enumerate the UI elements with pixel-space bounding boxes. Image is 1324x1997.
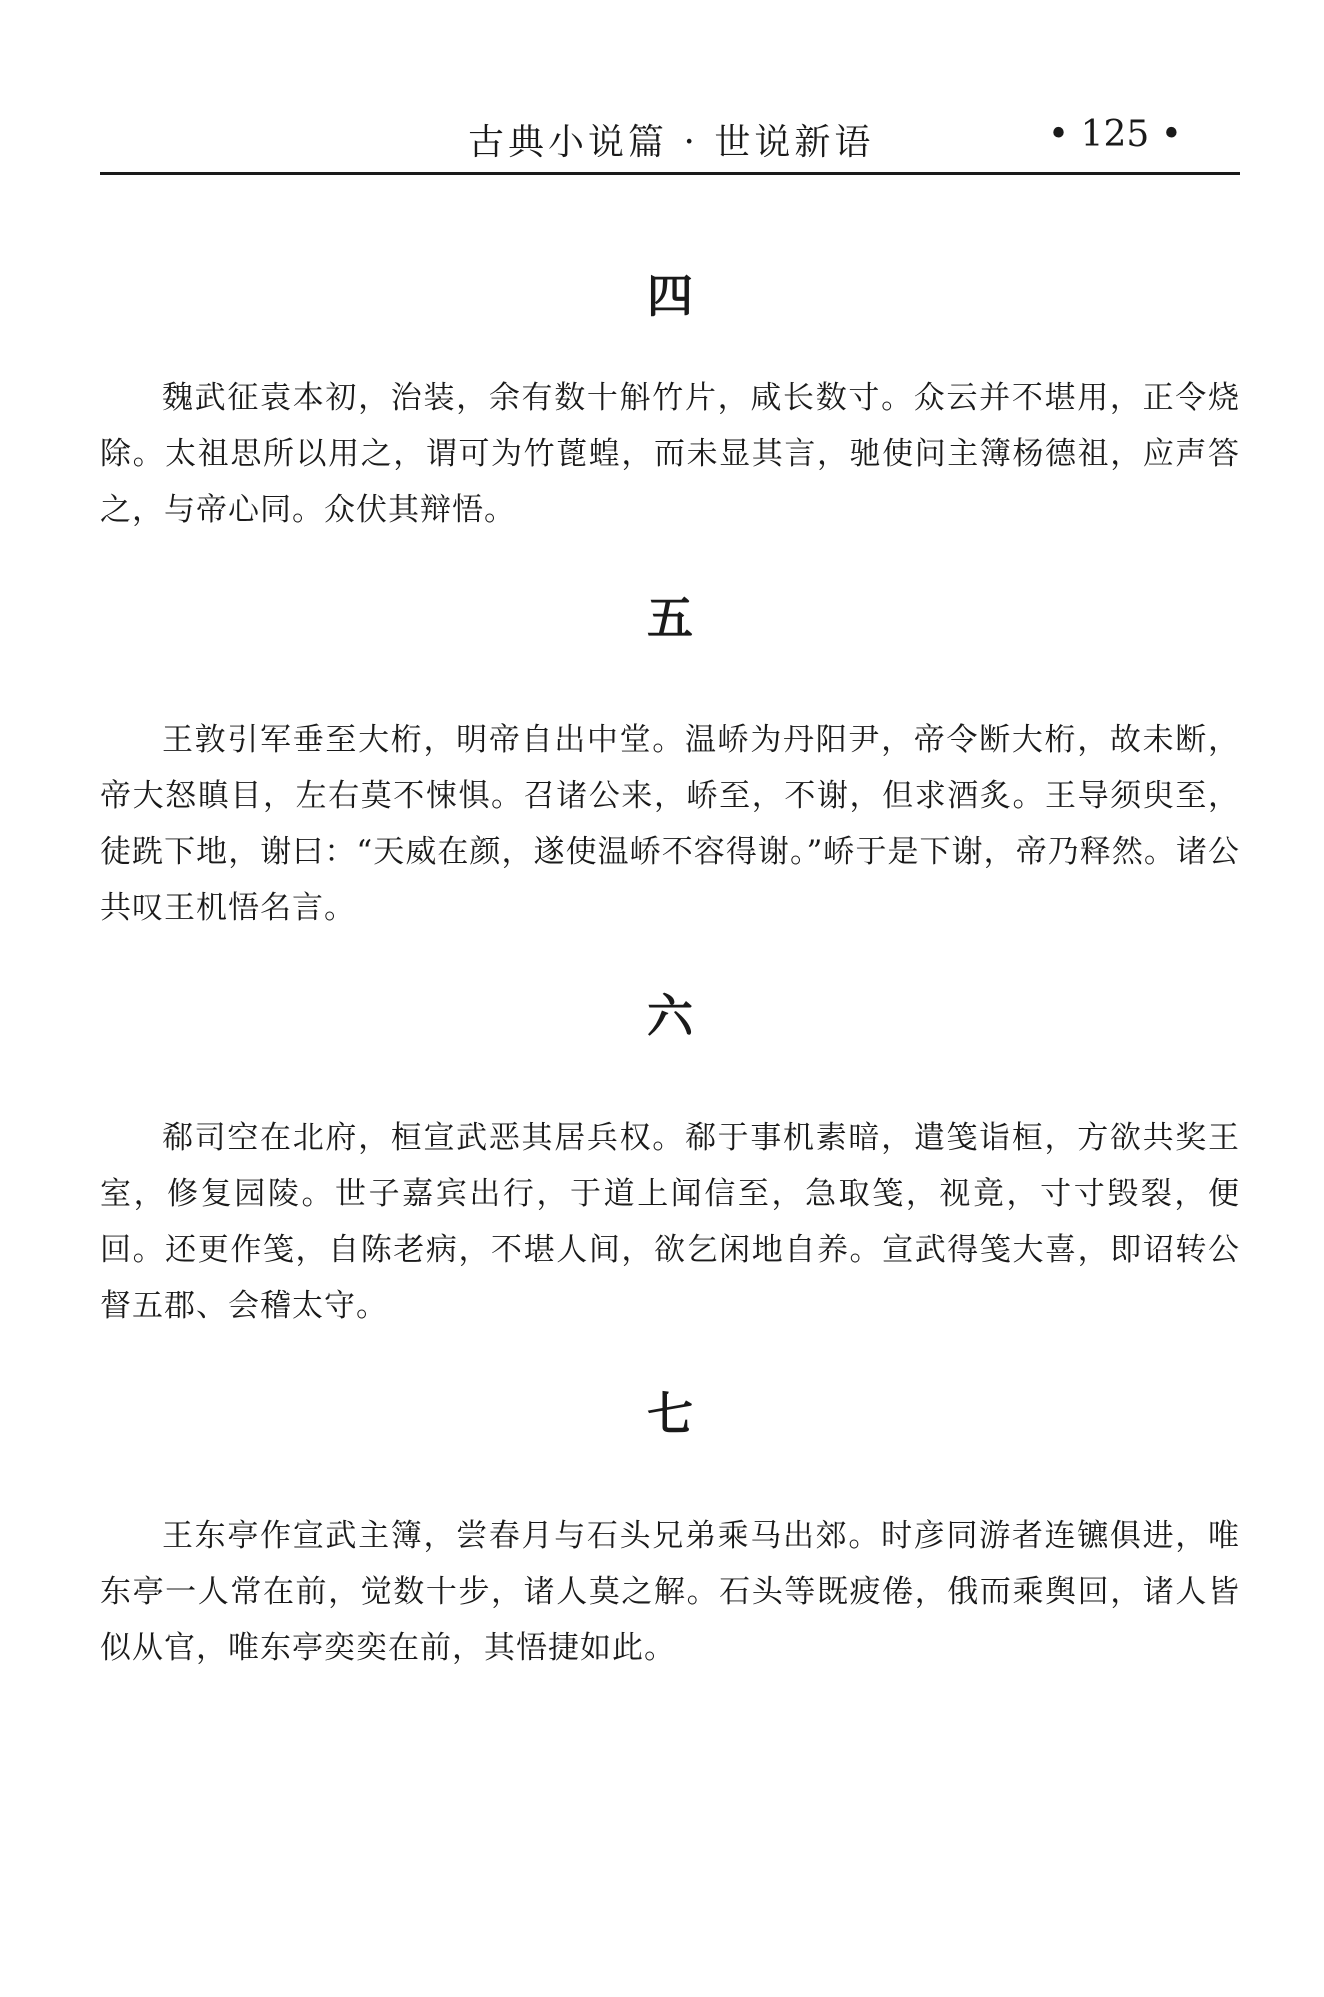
page-number: • 125 • bbox=[1047, 114, 1182, 155]
section-heading: 五 bbox=[647, 591, 693, 645]
section-heading: 六 bbox=[647, 989, 693, 1043]
header-title: 古典小说篇 · 世说新语 bbox=[468, 122, 875, 163]
section-heading: 七 bbox=[647, 1387, 693, 1441]
section-6 bbox=[100, 976, 1240, 1334]
section-paragraph: 郗司空在北府，桓宣武恶其居兵权。郗于事机素暗，遣笺诣桓，方欲共奖王室，修复园陵。世子嘉宾出行，于道上闻信至，急取笺，视竟，寸寸毁裂，便回。还更作笺，自陈老病，不堪人间，欲乞闲地自养。宣武得笺大喜，即诏转公督五郡、会稽太守。 bbox=[100, 1120, 1240, 1324]
section-heading: 四 bbox=[647, 269, 693, 323]
section-paragraph: 王东亭作宣武主簿，尝春月与石头兄弟乘马出郊。时彦同游者连镳俱进，唯东亭一人常在前，觉数十步，诸人莫之解。石头等既疲倦，俄而乘舆回，诸人皆似从官，唯东亭奕奕在前，其悟捷如此。 bbox=[100, 1518, 1240, 1666]
section-5 bbox=[100, 578, 1240, 936]
section-4 bbox=[100, 256, 1240, 538]
section-paragraph: 王敦引军垂至大桁，明帝自出中堂。温峤为丹阳尹，帝令断大桁，故未断，帝大怒瞋目，左右莫不悚惧。召诸公来，峤至，不谢，但求酒炙。王导须臾至，徒跣下地，谢曰：“天威在颜，遂使温峤不容得谢。”峤于是下谢，帝乃释然。诸公共叹王机悟名言。 bbox=[100, 722, 1240, 926]
section-paragraph: 魏武征袁本初，治装，余有数十斛竹片，咸长数寸。众云并不堪用，正令烧除。太祖思所以用之，谓可为竹蓖蝗，而未显其言，驰使问主簿杨德祖，应声答之，与帝心同。众伏其辩悟。 bbox=[100, 380, 1240, 528]
section-7 bbox=[100, 1374, 1240, 1676]
page-body bbox=[100, 256, 1240, 1676]
running-header bbox=[100, 100, 1240, 175]
